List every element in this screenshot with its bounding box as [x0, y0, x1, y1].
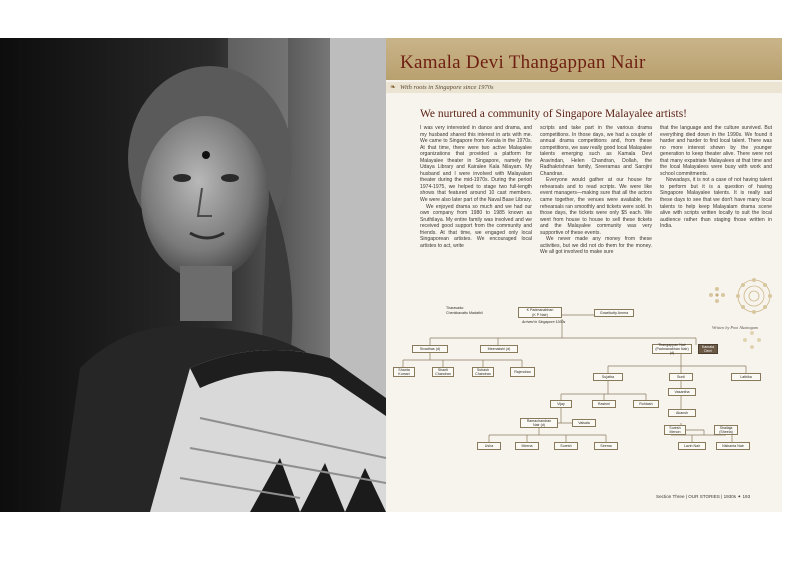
tharavadu-label: Tharavadu: [446, 306, 465, 310]
flourish-icon: ❧ [390, 83, 396, 91]
tree-node-grandchild: Sujatha [593, 373, 623, 381]
tree-node-patriarch: K Padmanabhan (K P Nair) [518, 307, 562, 318]
paragraph: that the language and the culture survived. But everything died down in the 1990s. We found it harder and harder to find local talent. There was no more interest shown by the younger generation to keep theater alive. There were not that many expatriate Malayalees at that time and the local Malayalees were busy with work and school commitments. [660, 125, 772, 177]
tharavadu-name: Chenkkavattu Madathil [446, 311, 483, 315]
tree-node-descendant: Seema [594, 442, 618, 450]
portrait-image [0, 38, 386, 512]
tree-node-relative: Ramachandran Nair (d) [520, 418, 558, 428]
tree-node-descendant: Suresh [554, 442, 578, 450]
tree-node-child: Meenakshi (d) [480, 345, 518, 353]
family-tree-lines [386, 38, 782, 512]
tree-node-child: Sivadhas (d) [412, 345, 448, 353]
tree-node-great-grandchild: Vijay [550, 400, 572, 408]
tree-node-grandchild: Shanti Chandran [432, 367, 454, 377]
paragraph: scripts and take part in the various drama competitions. In those days, we had a couple of annual drama competitions and, from these competitions, we saw really good local Malayalee talents emerging such as Kamala Devi Aravindan, Helen Chandran, Dollah, the Radhakrishnan family, Sreeramas and Sarojini Chandran. [540, 125, 652, 177]
paragraph: I was very interested in dance and drama, and my husband shared this interest in arts with me. We came to Singapore from Kerala in the 1970s. At that time, there were two active Malayalee organizations that provided a platform for Malayalee theater in Singapore, namely the Udaya Library and Kairalee Kala Nilayam. My husband and I were involved with Malayalam theater during the mid-1970s. During the period 1974-1975, we helped to stage two full-length shows that featured around 10 cast members. We were also later part of the Naval Base Library. [420, 125, 532, 204]
tree-node-relative: Shailaja (Sheela) [714, 425, 738, 435]
page-title: Kamala Devi Thangappan Nair [400, 52, 646, 73]
page-footer: Section Three | OUR STORIES | 1930s ✦ 193 [656, 494, 751, 499]
tree-node-descendant: Meena [515, 442, 539, 450]
tree-node-grandchild: Lathika [731, 373, 761, 381]
tree-node-great-grandchild: Rashmi [592, 400, 616, 408]
paragraph: Everyone would gather at our house for rehearsals and to read scripts. We were like event managers—making sure that all the actors came together, the venues were available, the rehearsals ran smoothly and tickets were sold. In those days, the tickets were only $5 each. We went from house to house to sell these tickets and the Malayalee community was very supportive of these events. [540, 177, 652, 236]
tree-node-relative: Suresh Menon [664, 425, 686, 435]
tree-node-grandchild: Subash Chandran [472, 367, 494, 377]
paragraph: We never made any money from these activities, but we did not do them for the money. We all got involved to make sure [540, 236, 652, 256]
tree-node-relative: Valsala [572, 419, 596, 427]
page-subtitle: With roots in Singapore since 1970s [400, 84, 494, 91]
tree-node-great-grandchild: Vasantha [668, 388, 696, 396]
patriarch-arrival-note: Arrived in Singapore 1930s [522, 320, 566, 324]
tree-node-grandchild: Shanta Kumari [393, 367, 415, 377]
portrait-photo [0, 38, 386, 512]
tree-node-grandchild: Sunil [669, 373, 693, 381]
tree-node-grandchild: Rajendran [510, 367, 535, 377]
tree-node-great-grandchild: Rohtash [633, 400, 659, 408]
tree-node-great-grandchild: Akansh [668, 409, 696, 417]
tree-node-descendant: Usha [477, 442, 501, 450]
tree-node-descendant: Lavin Nair [678, 442, 706, 450]
paragraph: Nowadays, it is not a case of not having talent to perform but it is a question of having Singapore Malayalee talents. It is really sad these days to see that we don't have many local talents to help keep Malayalam drama scene alive with scripts written locally to suit the local audience rather than staging those written in India. [660, 177, 772, 230]
paragraph: We enjoyed drama so much and we had our own company from 1980 to 1985 known as Sruthilaya. My entire family was involved and we received good support from the community and friends. At that time, we engaged only local Singaporean artistes. We encouraged local artistes to act, write [420, 203, 532, 249]
tree-node-son: Thangappan Nair (Padmanabhan Nair) (d) [652, 344, 692, 354]
tree-node-spouse: Gowrikutty Amma [594, 309, 634, 317]
tree-node-subject: Kamala Devi [698, 344, 718, 354]
tree-node-descendant: Nishanta Nair [716, 442, 750, 450]
article-page [386, 38, 782, 512]
author-credit: Written by Pooi Akatragam [712, 325, 758, 330]
article-heading: We nurtured a community of Singapore Malayalee artists! [420, 108, 688, 120]
